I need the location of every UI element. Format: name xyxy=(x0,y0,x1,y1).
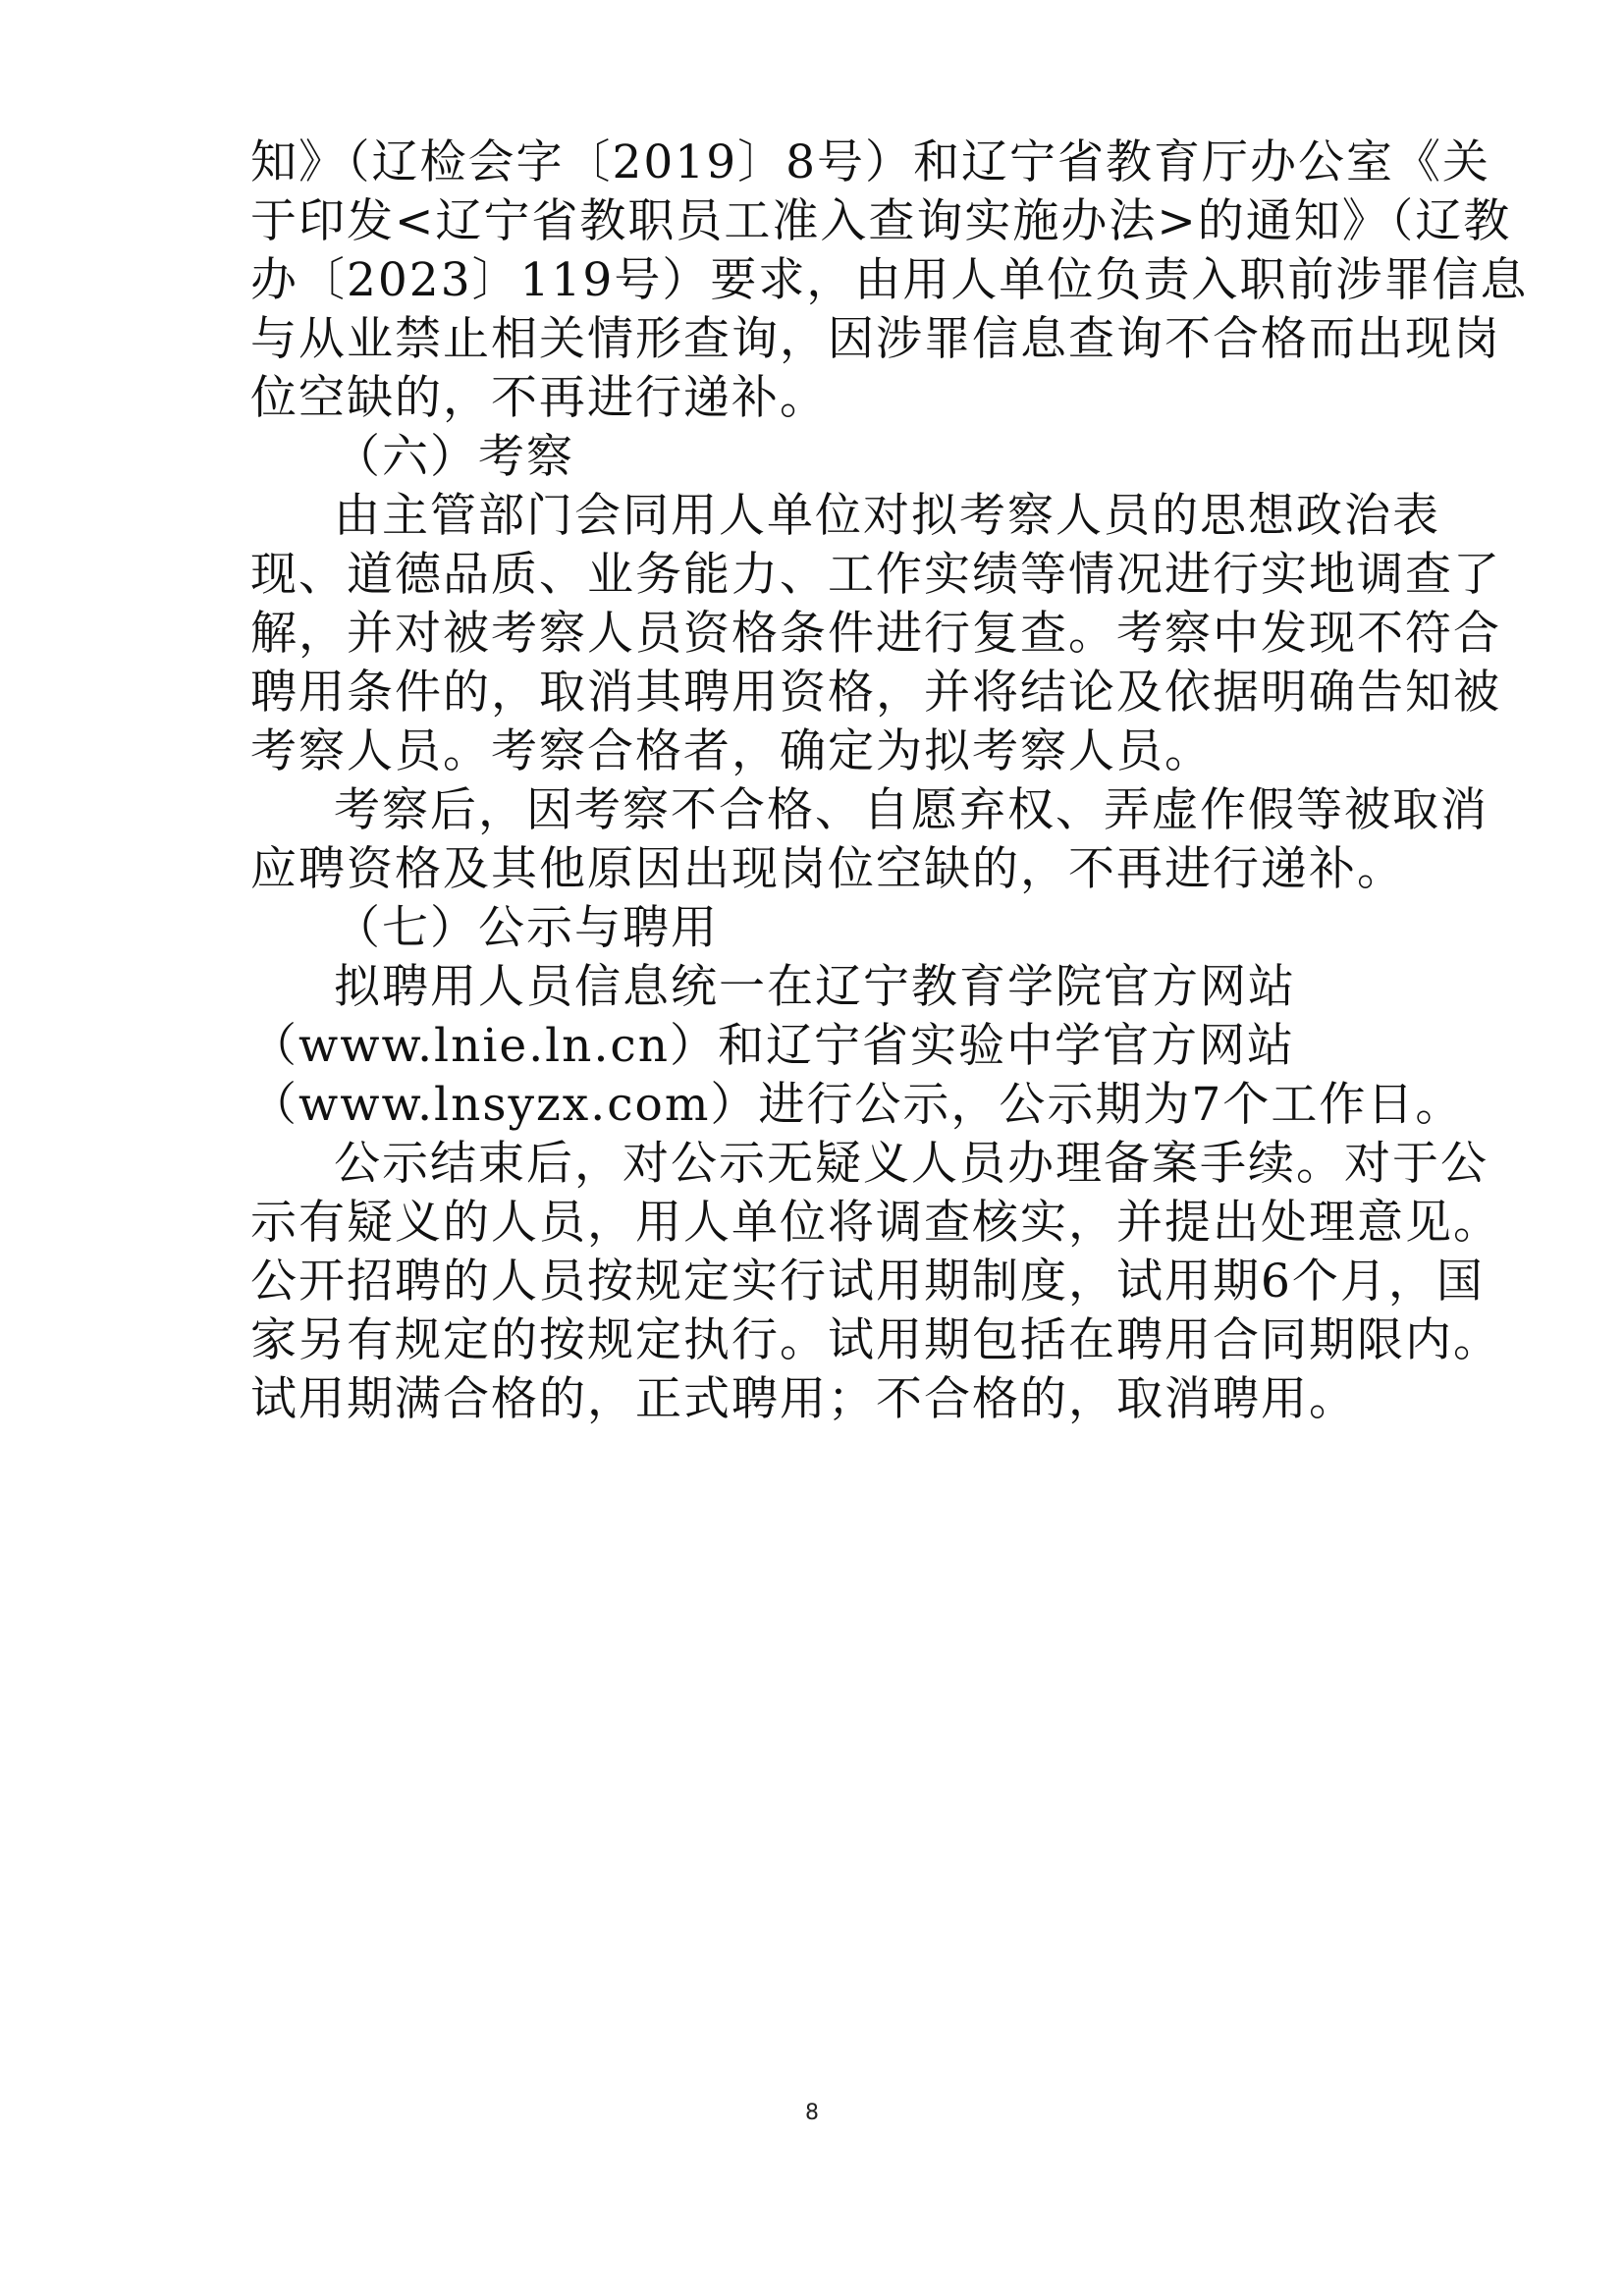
body-text-line: 试用期满合格的，正式聘用；不合格的，取消聘用。 xyxy=(250,1372,1357,1426)
body-text-line: 拟聘用人员信息统一在辽宁教育学院官方网站 xyxy=(334,960,1296,1014)
section-heading-inspection: （六）考察 xyxy=(334,430,574,484)
body-text-line: 于印发<辽宁省教职员工准入查询实施办法>的通知》（辽教 xyxy=(250,194,1512,248)
website-line-lnsyzx: （www.lnsyzx.com）进行公示，公示期为7个工作日。 xyxy=(250,1078,1464,1132)
body-text-line: 由主管部门会同用人单位对拟考察人员的思想政治表 xyxy=(334,489,1440,543)
body-text-line: 办〔2023〕119号）要求，由用人单位负责入职前涉罪信息 xyxy=(250,253,1529,307)
body-text-line: 知》（辽检会字〔2019〕8号）和辽宁省教育厅办公室《关 xyxy=(250,135,1491,189)
section-heading-publicity: （七）公示与聘用 xyxy=(334,901,719,955)
body-text-line: 应聘资格及其他原因出现岗位空缺的，不再进行递补。 xyxy=(250,842,1405,896)
body-text-line: 解，并对被考察人员资格条件进行复查。考察中发现不符合 xyxy=(250,607,1501,661)
body-text-line: 家另有规定的按规定执行。试用期包括在聘用合同期限内。 xyxy=(250,1313,1501,1367)
body-text-line: 考察人员。考察合格者，确定为拟考察人员。 xyxy=(250,724,1213,778)
body-text-line: 聘用条件的，取消其聘用资格，并将结论及依据明确告知被 xyxy=(250,666,1501,720)
body-text-line: 位空缺的，不再进行递补。 xyxy=(250,371,828,425)
page-number: 8 xyxy=(805,2101,819,2125)
body-text-line: 示有疑义的人员，用人单位将调查核实，并提出处理意见。 xyxy=(250,1196,1501,1250)
website-line-lnie: （www.lnie.ln.cn）和辽宁省实验中学官方网站 xyxy=(250,1019,1295,1073)
body-text-line: 与从业禁止相关情形查询，因涉罪信息查询不合格而出现岗 xyxy=(250,312,1501,366)
body-text-line: 公示结束后，对公示无疑义人员办理备案手续。对于公 xyxy=(334,1137,1489,1191)
body-text-line: 考察后，因考察不合格、自愿弃权、弄虚作假等被取消 xyxy=(334,783,1489,837)
body-text-line: 现、道德品质、业务能力、工作实绩等情况进行实地调查了 xyxy=(250,548,1501,602)
body-text-line: 公开招聘的人员按规定实行试用期制度，试用期6个月，国 xyxy=(250,1255,1485,1308)
